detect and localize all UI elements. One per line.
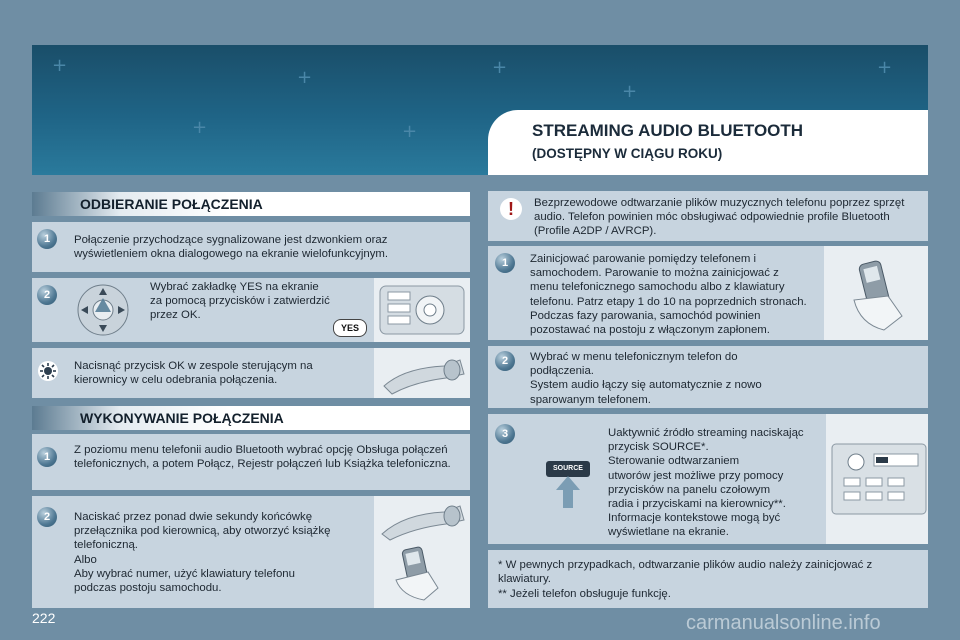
radio-panel-icon [826, 414, 928, 544]
phone-hand-icon [824, 246, 928, 340]
steering-switch-image [374, 348, 470, 398]
page-title: STREAMING AUDIO BLUETOOTH [532, 121, 804, 140]
tip-sun-icon [37, 360, 59, 382]
step-number-badge: 2 [495, 351, 515, 371]
steering-switch-icon [374, 348, 470, 398]
decor-plus-icon: + [622, 81, 638, 102]
receiving-step2-text: Wybrać zakładkę YES na ekranie za pomocą przycisków i zatwierdzić przez OK. [150, 281, 330, 322]
receiving-step1-text: Połączenie przychodzące sygnalizowane jest dzwonkiem oraz wyświetleniem okna dialogowego na ekranie wielofunkcyjnym. [74, 234, 389, 261]
page-subtitle: (DOSTĘPNY W CIĄGU ROKU) [532, 146, 723, 161]
streaming-note-text: Bezprzewodowe odtwarzanie plików muzycznych telefonu poprzez sprzęt audio. Telefon powinien móc obsługiwać odpowiednie profile Bluetooth (Profile A2DP / AVRCP). [534, 197, 905, 238]
decor-plus-icon: + [297, 67, 313, 88]
step-number-badge: 2 [37, 507, 57, 527]
source-button[interactable]: SOURCE [546, 461, 590, 477]
footnote-1: * W pewnych przypadkach, odtwarzanie plików audio należy zainicjować z klawiatury. [498, 559, 873, 586]
decor-plus-icon: + [877, 57, 893, 78]
decor-plus-icon: + [402, 121, 418, 142]
title-box [488, 110, 928, 175]
phone-steering-image [374, 496, 470, 608]
step-number-badge: 1 [495, 253, 515, 273]
receiving-heading [32, 192, 470, 216]
making-step2-text: Naciskać przez ponad dwie sekundy końcówkę przełącznika pod kierownicą, aby otworzyć książkę telefoniczną. Albo Aby wybrać numer, użyć klawiatury telefonu podczas postoju samochodu. [74, 511, 331, 595]
receiving-heading-text: ODBIERANIE POŁĄCZENIA [80, 196, 263, 212]
radio-panel-icon [374, 278, 470, 342]
step-number-badge: 2 [37, 285, 57, 305]
yes-tab-button[interactable]: YES [333, 319, 367, 337]
decor-plus-icon: + [52, 55, 68, 76]
streaming-step2-text: Wybrać w menu telefonicznym telefon do podłączenia. System audio łączy się automatycznie z nowo sparowanym telefonem. [530, 351, 762, 406]
page-number: 222 [32, 610, 56, 626]
watermark: carmanualsonline.info [686, 612, 881, 634]
step-number-badge: 3 [495, 424, 515, 444]
warning-icon: ! [500, 198, 522, 220]
making-heading [32, 406, 470, 430]
streaming-step3-text: Uaktywnić źródło streaming naciskając przycisk SOURCE*. Sterowanie odtwarzaniem utworów jest możliwe przy pomocy przycisków na panelu czołowym radia i przyciskami na kierownicy**. Informacje kontekstowe mogą być wyświetlane na ekranie. [608, 427, 804, 539]
footnote-2: ** Jeżeli telefon obsługuje funkcję. [498, 588, 671, 600]
making-heading-text: WYKONYWANIE POŁĄCZENIA [80, 410, 284, 426]
radio-front-image [826, 414, 928, 544]
step-number-badge: 1 [37, 229, 57, 249]
phone-image [824, 246, 928, 340]
radio-panel-image [374, 278, 470, 342]
making-step1-text: Z poziomu menu telefonii audio Bluetooth wybrać opcję Obsługa połączeń telefonicznych, a potem Połącz, Rejestr połączeń lub Książka telefoniczna. [74, 444, 451, 471]
decor-plus-icon: + [492, 57, 508, 78]
press-arrow-icon [556, 476, 580, 508]
decor-plus-icon: + [192, 117, 208, 138]
phone-hand-icon [374, 496, 470, 608]
receiving-tip-text: Nacisnąć przycisk OK w zespole sterującym na kierownicy w celu odebrania połączenia. [74, 360, 313, 387]
navigation-pad-icon [62, 282, 144, 338]
step-number-badge: 1 [37, 447, 57, 467]
streaming-step1-text: Zainicjować parowanie pomiędzy telefonem i samochodem. Parowanie to można zainicjować z menu telefonicznego samochodu albo z klawiatury telefonu. Patrz etapy 1 do 10 na poprzednich stronach. Podczas fazy parowania, samochód powinien pozostawać na postoju z włączonym zapłonem. [530, 253, 807, 337]
